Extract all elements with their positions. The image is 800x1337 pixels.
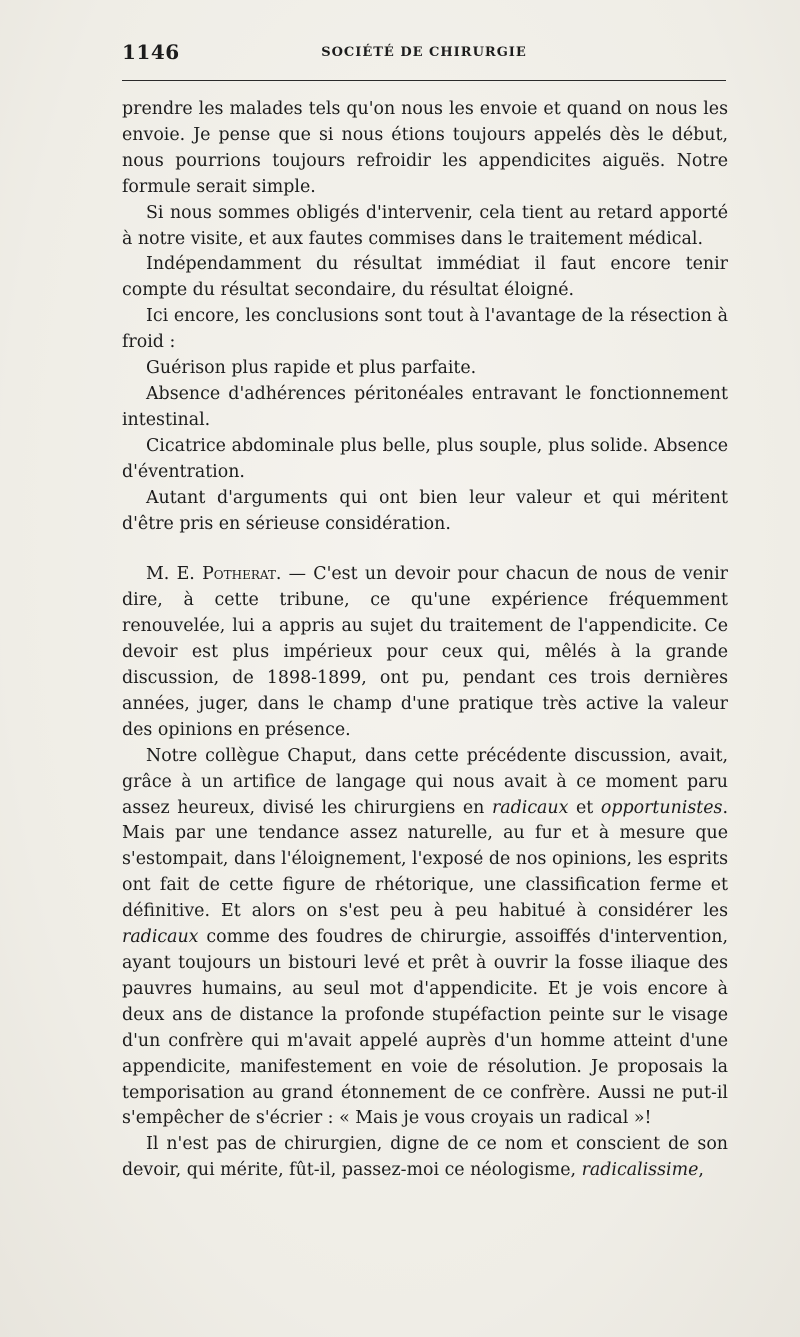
text-run: . Mais par une tendance assez naturelle, au fur et à mesure que s'estompait, dans l'éloignement, l'exposé de nos opinions, les esprits ont fait de cette figure de rhétorique, une classification ferme et définitive. Et alors on s'est peu à peu habitué à considérer les: [122, 797, 728, 922]
speaker-text: . — C'est un devoir pour chacun de nous de venir dire, à cette tribune, ce qu'une expérience fréquemment renouvelée, lui a appris au sujet du traitement de l'appendicite. Ce devoir est plus impérieux pour ceux qui, mêlés à la grande discussion, de 1898-1899, ont pu, pendant ces trois dernières années, juger, dans le champ d'une pratique très active la valeur des opinions en présence.: [122, 564, 728, 740]
text-run: ,: [698, 1160, 704, 1181]
speaker-paragraph: [122, 562, 728, 743]
paragraph: Indépendamment du résultat immédiat il faut encore tenir compte du résultat secondaire, du résultat éloigné.: [122, 254, 728, 301]
paragraph: [122, 744, 728, 1133]
list-item: Cicatrice abdominale plus belle, plus souple, plus solide. Absence d'éventration.: [122, 435, 728, 482]
paragraph: Si nous sommes obligés d'intervenir, cela tient au retard apporté à notre visite, et aux fautes commises dans le traitement médical.: [122, 202, 728, 249]
text-run: comme des foudres de chirurgie, assoiffés d'intervention, ayant toujours un bistouri levé et prêt à ouvrir la fosse iliaque des pauvres humains, au seul mot d'appendicite. Et je vois encore à deux ans de distance la profonde stupéfaction peinte sur le visage d'un confrère qui m'avait appelé auprès d'un homme atteint d'une appendicite, manifestement en voie de résolution. Je proposais la temporisation au grand étonnement de ce confrère. Aussi ne put-il s'empêcher de s'écrier : « Mais je vous croyais un radical »!: [122, 927, 728, 1129]
text-run: Notre collègue Chaput, dans cette précédente discussion, avait, grâce à un artifice de langage qui nous avait à ce moment paru assez heureux, divisé les chirurgiens en: [122, 745, 728, 818]
running-title: SOCIÉTÉ DE CHIRURGIE: [321, 45, 527, 60]
speaker-prefix: M. E.: [146, 564, 203, 585]
paragraph: prendre les malades tels qu'on nous les envoie et quand on nous les envoie. Je pense que si nous étions toujours appelés dès le début, nous pourrions toujours refroidir les appendicites aiguës. Notre formule serait simple.: [122, 99, 728, 197]
speaker-name: Potherat: [202, 564, 276, 585]
body-text: [122, 97, 728, 1184]
italic-term: radicalissime: [581, 1160, 699, 1181]
paragraph: [122, 1132, 728, 1184]
text-run: et: [568, 797, 601, 818]
text-run: Il n'est pas de chirurgien, digne de ce nom et conscient de son devoir, qui mérite, fût-il, passez-moi ce néologisme,: [122, 1134, 728, 1181]
italic-term: radicaux: [491, 797, 569, 818]
italic-term: opportunistes: [600, 797, 723, 818]
paragraph: Autant d'arguments qui ont bien leur valeur et qui méritent d'être pris en sérieuse considération.: [122, 487, 728, 534]
paragraph: Ici encore, les conclusions sont tout à l'avantage de la résection à froid :: [122, 306, 728, 353]
page-header: [122, 40, 726, 70]
italic-term: radicaux: [122, 927, 199, 948]
page-number: 1146: [122, 40, 180, 64]
header-rule: [122, 80, 726, 81]
list-item: Guérison plus rapide et plus parfaite.: [146, 358, 477, 379]
list-item: Absence d'adhérences péritonéales entravant le fonctionnement intestinal.: [122, 383, 728, 430]
